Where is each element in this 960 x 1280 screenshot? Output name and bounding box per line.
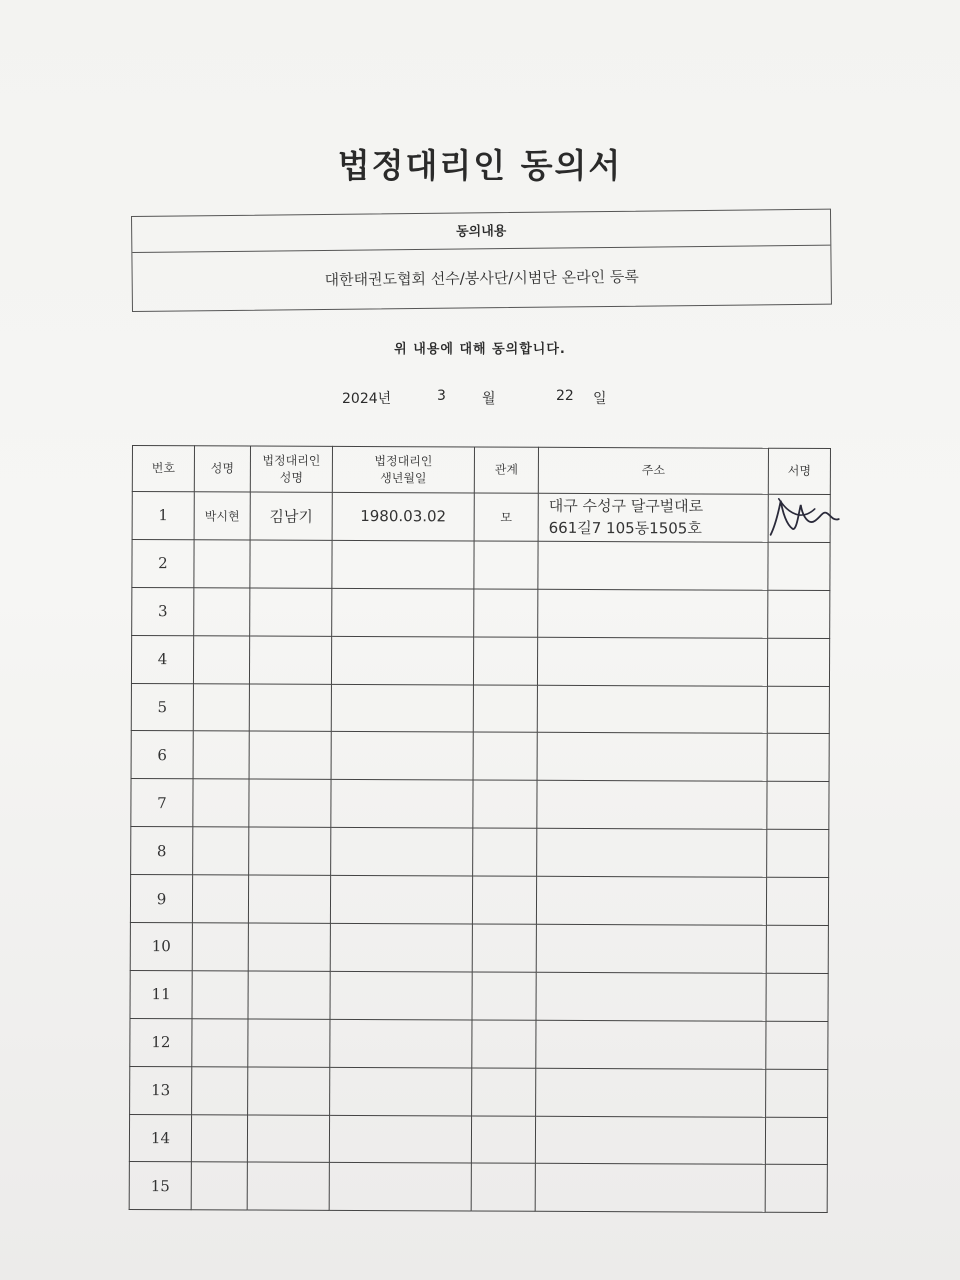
cell-address (535, 1164, 765, 1213)
cell-guardian-name (248, 1019, 330, 1067)
document-title: 법정대리인 동의서 (337, 146, 623, 185)
cell-guardian-birthdate (330, 1067, 472, 1116)
cell-address (537, 685, 767, 734)
table-row (130, 1018, 828, 1069)
cell-relation (473, 637, 537, 685)
table-row (130, 923, 828, 974)
cell-signature (768, 494, 830, 542)
cell-relation (473, 828, 537, 876)
cell-relation (472, 924, 536, 972)
address-line2: 661길7 105동1505호 (548, 519, 702, 538)
cell-row-number: 1 (132, 492, 194, 540)
cell-relation (471, 1116, 535, 1164)
guardian-consent-table (129, 445, 831, 1213)
consent-content-box (131, 209, 832, 312)
cell-relation (472, 972, 536, 1020)
cell-address (537, 733, 767, 782)
cell-signature (767, 782, 829, 830)
cell-student-name (194, 588, 250, 636)
address-line1: 대구 수성구 달구벌대로 (548, 497, 704, 516)
header-guardian-name (250, 446, 332, 492)
table-row (131, 779, 829, 830)
table-row (130, 970, 828, 1021)
cell-signature (767, 686, 829, 734)
cell-student-name (191, 1114, 247, 1162)
table-row (130, 875, 828, 926)
header-relation: 관계 (474, 447, 538, 493)
header-address: 주소 (538, 447, 768, 494)
cell-address (536, 876, 766, 925)
cell-student-name (192, 971, 248, 1019)
table-row (129, 1162, 827, 1213)
cell-row-number: 6 (131, 731, 193, 779)
cell-relation (473, 732, 537, 780)
cell-guardian-name (249, 684, 331, 732)
cell-address (536, 972, 766, 1021)
cell-guardian-birthdate (330, 1019, 472, 1068)
cell-student-name (192, 1066, 248, 1114)
cell-guardian-birthdate (330, 971, 472, 1020)
cell-student-name (191, 1162, 247, 1210)
cell-row-number: 8 (131, 827, 193, 875)
cell-row-number: 7 (131, 779, 193, 827)
cell-guardian-name (250, 540, 332, 588)
cell-row-number: 11 (130, 970, 192, 1018)
cell-guardian-birthdate (331, 684, 473, 733)
guardian-consent-table-wrap (129, 445, 832, 1226)
cell-address (536, 924, 766, 973)
cell-guardian-birthdate (331, 636, 473, 685)
handwritten-signature (765, 491, 845, 541)
cell-signature (765, 1117, 827, 1165)
cell-relation (474, 541, 538, 589)
cell-student-name (192, 1019, 248, 1067)
header-name: 성명 (194, 446, 250, 492)
cell-row-number: 4 (131, 635, 193, 683)
cell-signature (766, 877, 828, 925)
cell-guardian-name (248, 971, 330, 1019)
agreement-statement: 위 내용에 대해 동의합니다. (394, 342, 566, 357)
cell-row-number: 10 (130, 923, 192, 971)
table-row (132, 539, 830, 590)
cell-student-name (194, 540, 250, 588)
date-day-unit: 일 (593, 391, 607, 407)
cell-student-name (193, 779, 249, 827)
cell-student-name (193, 731, 249, 779)
table-row (131, 635, 829, 686)
table-row (131, 827, 829, 878)
cell-signature (767, 734, 829, 782)
table-header-row (132, 446, 830, 495)
cell-address (538, 541, 768, 590)
cell-guardian-name (248, 875, 330, 923)
date-year: 2024년 (342, 391, 392, 407)
cell-relation (473, 685, 537, 733)
cell-guardian-birthdate (329, 1115, 471, 1164)
cell-guardian-birthdate (332, 540, 474, 589)
cell-relation (471, 1163, 535, 1211)
cell-guardian-name: 김남기 (250, 492, 332, 540)
cell-guardian-birthdate (329, 1163, 471, 1212)
cell-signature (766, 1069, 828, 1117)
cell-guardian-name (249, 636, 331, 684)
cell-address (538, 589, 768, 638)
cell-guardian-birthdate (331, 780, 473, 829)
cell-student-name (192, 875, 248, 923)
cell-guardian-birthdate (331, 732, 473, 781)
cell-student-name (193, 827, 249, 875)
cell-guardian-birthdate (331, 828, 473, 877)
cell-address (537, 781, 767, 830)
cell-guardian-name (248, 1067, 330, 1115)
cell-address (536, 1020, 766, 1069)
cell-relation (472, 1020, 536, 1068)
cell-guardian-birthdate (330, 923, 472, 972)
date-day: 22 (556, 388, 574, 404)
cell-address (537, 637, 767, 686)
table-row (132, 587, 830, 638)
cell-relation (472, 876, 536, 924)
header-signature: 서명 (768, 448, 830, 494)
cell-guardian-birthdate (332, 588, 474, 637)
header-guardian-name-line1: 법정대리인 (262, 453, 321, 468)
cell-address (535, 1116, 765, 1165)
cell-row-number: 5 (131, 683, 193, 731)
cell-signature (767, 638, 829, 686)
cell-relation (472, 1068, 536, 1116)
cell-student-name (193, 635, 249, 683)
header-guardian-name-line2: 성명 (279, 470, 303, 485)
table-row (130, 1066, 828, 1117)
cell-guardian-name (247, 1115, 329, 1163)
cell-row-number: 9 (130, 875, 192, 923)
cell-guardian-name (248, 923, 330, 971)
cell-row-number: 13 (130, 1066, 192, 1114)
table-row (131, 731, 829, 782)
cell-guardian-name (250, 588, 332, 636)
cell-address (536, 1068, 766, 1117)
cell-guardian-name (249, 731, 331, 779)
table-row (132, 492, 830, 543)
cell-signature (766, 925, 828, 973)
cell-signature (766, 1021, 828, 1069)
cell-guardian-birthdate (330, 875, 472, 924)
cell-relation (474, 589, 538, 637)
cell-signature (768, 590, 830, 638)
date-month: 3 (437, 388, 446, 404)
header-no: 번호 (132, 446, 194, 492)
cell-row-number: 15 (129, 1162, 191, 1210)
cell-relation: 모 (474, 493, 538, 541)
cell-signature (766, 973, 828, 1021)
cell-address (537, 829, 767, 878)
header-guardian-birth-line1: 법정대리인 (374, 453, 433, 468)
cell-relation (473, 780, 537, 828)
date-month-unit: 월 (482, 391, 496, 407)
header-guardian-birth-line2: 생년월일 (380, 470, 427, 485)
cell-student-name (193, 683, 249, 731)
cell-signature (768, 542, 830, 590)
cell-row-number: 12 (130, 1018, 192, 1066)
cell-guardian-name (247, 1162, 329, 1210)
header-guardian-birth (332, 446, 474, 493)
cell-signature (765, 1165, 827, 1213)
cell-row-number: 3 (132, 587, 194, 635)
consent-content-header: 동의내용 (132, 210, 830, 253)
cell-address (538, 493, 768, 542)
cell-student-name (192, 923, 248, 971)
table-row (131, 683, 829, 734)
cell-signature (767, 830, 829, 878)
cell-row-number: 2 (132, 539, 194, 587)
cell-guardian-birthdate: 1980.03.02 (332, 492, 474, 541)
cell-guardian-name (249, 827, 331, 875)
table-row (129, 1114, 827, 1165)
cell-student-name: 박시현 (194, 492, 250, 540)
consent-content-text: 대한태권도협회 선수/봉사단/시범단 온라인 등록 (324, 267, 639, 289)
cell-row-number: 14 (129, 1114, 191, 1162)
cell-guardian-name (249, 779, 331, 827)
